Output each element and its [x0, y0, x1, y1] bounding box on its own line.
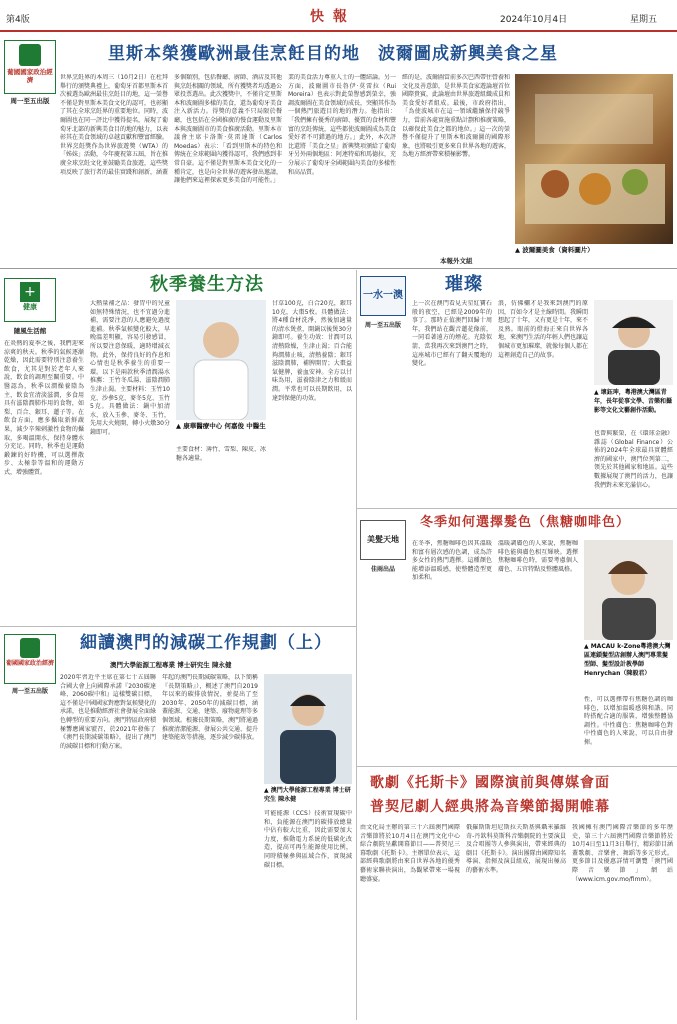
- article-body: 浪，仿佛欄才是我來到澳門的原因，百如今才是主線時間。我瞬間想起了十年，又有更是十年，來不及熟。眼前的燈海正來自世界各地，來澳門生活的年輕人們也讓這個城市更加璀璨，就像每個人都在這裡創造自己的故事。: [498, 300, 588, 359]
- article-body: 溫暖調膚色的人來說，焦糖咖啡色能與膚色相互輝映。選擇焦糖咖啡色時，需要考慮個人膚色、五官特點及整體風格。: [498, 540, 578, 573]
- section-divider: [0, 626, 356, 627]
- issue-date: 2024年10月4日: [500, 15, 568, 25]
- column-logo: [4, 634, 56, 684]
- photo-caption: ▲ MACAU k-Zone粵港澳大灣區連鎖髮型店創辦人澳門專業髮型師、髮型設計教學師Henrychan（陳毅君）: [584, 643, 671, 677]
- column-logo: [4, 40, 56, 94]
- article-body: 在炎熱的夏季之後，我們迎來涼爽的秋天。秋季的氣候逐漸乾燥，因此需要特別注意養生飲食，尤其是對於老年人來說，飲食的調理至關重要。中醫認為，秋季以潤燥養陰為主，飲食宜清淡滋潤，多食用具有滋陰潤肺作用的食物，如梨、百合、銀耳、蓮子等。在飲食方面，應多攝取新鮮蔬果，減少辛辣刺激性食物的攝取，多喝溫開水，保持身體水分充足。同時，秋季也是運動鍛鍊的好時機，可以選擇散步、太極拳等溫和的運動方式，增強體質。: [4, 340, 84, 476]
- column-date: 周一至五出版: [364, 322, 401, 329]
- article-body: 俄羅斯斯坦尼斯拉夫斯基與聶米羅維奇-丹欽科莫斯科音樂劇院的主要演員及合唱團等人參與演出，帶來經典的劇目《托斯卡》。演出團隊由國際知名導演、指揮及演員組成，展現出極高的藝術水準。: [466, 824, 566, 874]
- article-title: 里斯本榮獲歐洲最佳烹飪目的地 波爾圖成新興美食之星: [108, 44, 558, 64]
- column-tag: 美髮天地: [367, 535, 399, 544]
- article-subtitle: 普契尼劇人經典將為音樂節揭開帷幕: [370, 799, 610, 815]
- article-body: 多個類別，包括餐廳、廚師、酒店及其他與烹飪相關的領域，所有獲獎者均透過公眾投票選出。此次獲獎中，不僅肯定里斯本和波爾圖多樣的美食，還為葡萄牙美食注入新活力。得獎的意義不只局限於餐廳，也包括在全國推廣的慢食運動及里斯本與波爾圖市的美食推廣活動。里斯本市議會主席卡洛斯·莫雷達斯（Carlos Moedas）表示：「看到里斯本的特色和傳統在全球範圍內獲得認可，我們感到非常自豪。這不僅是對里斯本美食文化的一種肯定，也是向全世界的遊客發出邀請，讓他們來這裡探索更多美食的可能性。」: [174, 74, 282, 185]
- article-title: 璀璨: [445, 274, 483, 295]
- stylist-photo: [584, 540, 673, 640]
- article-body: 由文化局主辦的第三十六屆澳門國際音樂節將於10月4日在澳門文化中心綜合劇院呈獻開幕節目——普契尼三幕歌劇《托斯卡》。主辦單位表示，這部經典歌劇將由來自世界各地的優秀藝術家聯袂演出，為觀眾帶來一場視聽盛宴。: [360, 824, 460, 883]
- stylist-illustration: [584, 540, 673, 640]
- doctor-photo: [176, 300, 266, 420]
- column-date: 周一至五出版: [11, 688, 48, 695]
- article-body: 大熱量補之品：發胃中的兒童如無特殊情況，也不宜過分進補，需要注意的人應避免過度進補。秋季氣候變化較大，早晚溫差明顯，容易引發感冒，所以要注意保暖，適時增減衣物。此外，保持良好的作息和心情也是秋季養生的重要一環。以下是兩款秋季清潤湯水推薦：王竹冬瓜湯、滋陰潤肺生津止渴。主要材料：玉竹10克、沙參5克、麥冬5克、玉竹5克。具體做法：鍋中加清水，放入玉參、麥冬、玉竹，先用大火燒開，轉小火燉30分鐘即可。: [90, 300, 170, 436]
- cross-icon: +: [20, 282, 40, 302]
- column-date: 周一至五出版: [10, 97, 50, 105]
- author-illustration: [264, 674, 352, 784]
- author-illustration: [594, 300, 673, 385]
- byline: 本報外文組: [440, 257, 473, 265]
- photo-caption: ▲ 康華醫療中心 何嘉俊 中醫生: [176, 422, 266, 430]
- photo-caption: ▲ 壞鈺珅，粵港澳大灣區青年，長年從事文學、音樂和攝影等文化文藝創作活動。: [594, 389, 673, 414]
- section-divider: [356, 766, 677, 767]
- column-logo: [360, 520, 406, 560]
- article-body: 甘草100克，白合20克，銀耳10克，大棗5枚。具體做法：將4種食材洗淨，然後加適量的清水煲煮，開鍋以後煲30分鐘即可。養生功效：甘潤可以清熱除燥，生津止渴；百合能夠潤肺止咳，清熱養陰；銀耳滋陰潤肺，補脾開胃；大棗益氣健脾，養血安神。全方以甘味為用，滋養陰津之力和緩而潤。平常也可以長期飲用，以達到保健的功效。: [272, 300, 352, 402]
- article-body: 年起的澳門長期減碳策略，以下簡稱『長期策略』），概述了澳門自2019年以來的碳排放情況，並提出了至2030年、2050年的減碳目標，涵蓋能源、交通、建築、廢物處理等多個領域。根據長期策略，澳門將通過推廣清潔能源、發展公共交通、提升建築能效等措施，逐步減少碳排放。: [162, 674, 258, 742]
- article-body: 在冬季，焦糖咖啡色因其溫暖和富有層次感的色調，成為許多女性的熱門選擇。這種顏色能增添溫暖感，使整體造型更加柔和。: [412, 540, 492, 582]
- byline: 澳門大學能源工程專業 博士研究生 陳永健: [110, 661, 232, 669]
- article-title: 歌劇《托斯卡》國際演前與傳媒會面: [370, 775, 610, 791]
- article-title: 細讀澳門的減碳工作規劃（上）: [80, 633, 332, 653]
- article-title: 秋季養生方法: [150, 274, 264, 295]
- masthead: 快 報: [310, 9, 349, 25]
- author-photo: [594, 300, 673, 385]
- article-body: 經的是，波爾圖當前多次巴西帶往營養和文化及善意節，是世界美食家遊論壇首位國際貴賓，此論壇由世界旅遊組織成員和美食愛好者組成。最後，市政府指出，「為使波城市在這一領域繼續保持競爭力，當前各處實施重點計劃和推廣策略，以確保此美食之都的地位。」這一次的榮譽不僅提升了里斯本和波爾圖的國際形象，也將吸引更多來自世界各地的遊客，為地方經濟帶來積極影響。: [402, 74, 510, 159]
- column-logo: [4, 278, 56, 322]
- photo-caption: ▲ 澳門大學能源工程專業 博士研究生 陳永健: [264, 787, 351, 803]
- food-photo-illustration: [515, 74, 673, 244]
- flag-icon: [19, 44, 41, 66]
- article-title: 冬季如何選擇髮色（焦糖咖啡色）: [420, 515, 631, 530]
- column-label: 隨風生活館: [13, 327, 47, 335]
- column-label: 佳雨出品: [370, 566, 395, 573]
- page-header: [0, 0, 677, 34]
- article-body: 上一次在澳門看見天星紅寶石般的夜空，已經是2009年的事了。那時正值澳門回歸十周年，我們站在觀音蓮花像前，一同看著遠方的煙花。光陰似箭，當我再次來到澳門之時，這座城市已經有了翻天覆地的變化。: [412, 300, 492, 368]
- weekday: 星期五: [630, 15, 658, 25]
- page-number: 第4版: [6, 15, 30, 25]
- article-body: 我國擁有澳門國際音樂節的多年歷史，第三十六屆澳門國際音樂節將於10月4日至11月3日舉行，精彩節目涵蓋歌劇、音樂會、舞蹈等多元形式。更多節目及優惠詳情可瀏覽「澳門國際音樂節」網站（www.icm.gov.mo/fimm）。: [572, 824, 673, 883]
- header-rule: [0, 30, 677, 32]
- article-body: 業的美食活力尊重人士的一體結論。另一方面，波爾圖市長魯伊·莫雷拉（Rui Moreira）也表示對此榮譽感到榮幸，強調波爾圖在美食領域的成長，突顯其作為一個熱門旅遊目的地的潛力。他指出：「我們擁有優秀的廚師、優質的食材和豐富的烹飪傳統，這些都使波爾圖成為美食愛好者不可錯過的地方。」此外，本次評比還將「美食之星」新興獎項頒給了葡萄牙另外兩個地區：阿連特茹和馬德拉，充分展示了葡萄牙全國範圍內美食的多樣性和高品質。: [288, 74, 396, 176]
- food-photo: [515, 74, 673, 244]
- article-body: 可能能源（CCS）技術實現碳中和，負能源在澳門的碳排放總量中佔有較大比重，因此需要加大力度，推動電力系統的低碳化改造，提高可再生能源使用比例，同時積極參與區域合作，實現減碳目標。: [264, 810, 352, 869]
- doctor-illustration: [176, 300, 266, 420]
- section-divider: [356, 508, 677, 509]
- section-divider: [0, 268, 677, 269]
- column-tag: 葡國國家政治經濟: [5, 660, 54, 667]
- column-tag: 葡國國家政治經濟: [7, 68, 53, 84]
- column-tag: 健康: [23, 303, 37, 311]
- photo-caption: ▲ 波爾圖美食（資料圖片）: [515, 246, 594, 254]
- column-logo: [360, 276, 406, 316]
- article-body: 主要食材：薄竹、雪梨、陳皮、冰糖各適量。: [176, 446, 266, 462]
- author-photo: [264, 674, 352, 784]
- article-body: 也曾與繁榮，在《環球金融》雜誌（Global Finance）公佈的2024年全球最具實體經濟的國家中，澳門位列第二，領先於其他國家和地區。這些數據展現了澳門的活力，也讓我們對未來充滿信心。: [594, 430, 673, 489]
- article-body: 2020年習近平主席在第七十五屆聯合國大會上向國際承諾『2030碳達峰、2060碳中和』這樣雙碳目標，這不僅是中國國家對應對氣候變化的承諾，也是推動經濟社會發展全面綠色轉型的重要方向。澳門特區政府積極響應國家號召，於2021年發佈了《澳門長期減碳策略》，提出了澳門的減碳目標和行動方案。: [60, 674, 156, 750]
- article-body: 世界烹飪界的本周三（10月2日）在杜拜舉行的頒獎典禮上，葡萄牙首都里斯本首次被選為歐洲最佳烹飪目的地，這一榮譽不僅是對里斯本美食文化的認可，也彰顯了其在全球烹飪界的重要地位。同時，波爾圖也在同一評比中獲得提名，展現了葡萄牙北部的新興美食目的地的魅力，以表彰其在美食領域的卓越貢獻和豐富經驗。世界烹飪獎作為世界旅遊獎（WTA）的「姊妹」活動，今年慶祝第五屆，旨在推廣全球烹飪文化並鼓勵美食旅遊，這些獎項反映了旅行者的最佳實踐和創新，涵蓋: [60, 74, 168, 176]
- column-divider: [356, 270, 357, 1020]
- flag-icon: [20, 638, 40, 658]
- article-body: 性，可以選擇帶有焦糖色調的咖啡色，以增加溫暖感與和諧。同時搭配合適的服裝，增強整體協調性。中性膚色：焦糖咖啡色對中性膚色的人來說，可以自由發揮。: [584, 696, 673, 746]
- column-tag: 一水一澳: [363, 290, 403, 301]
